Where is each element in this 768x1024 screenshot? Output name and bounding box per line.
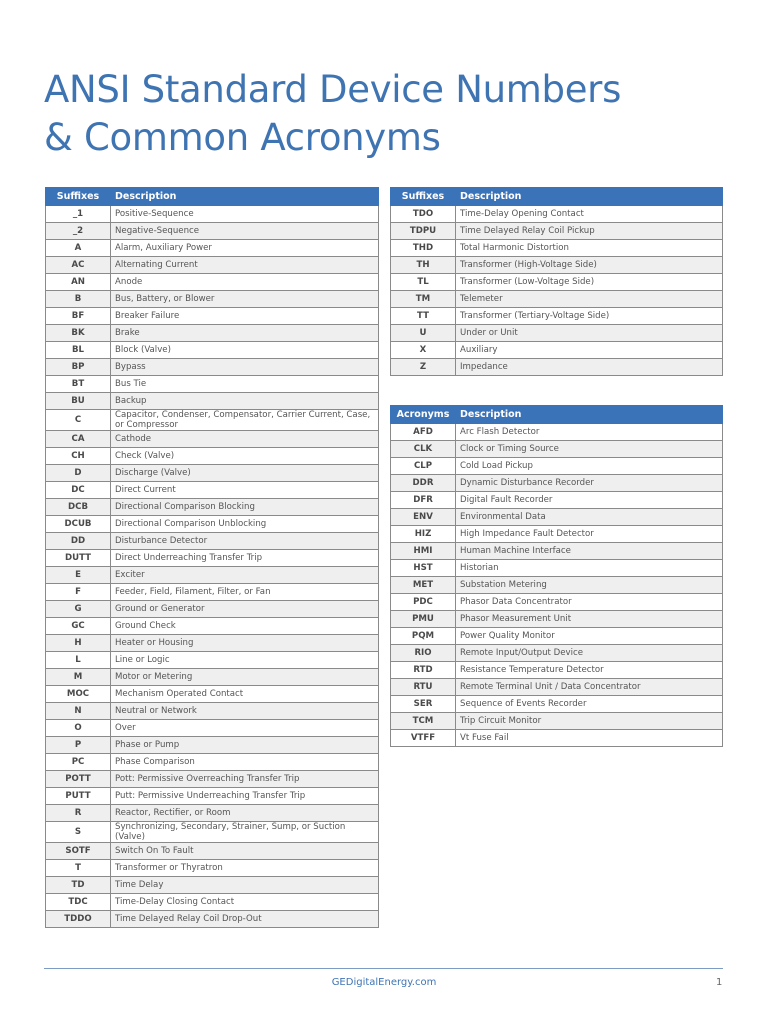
code-cell: F [46, 584, 111, 601]
description-cell: Time-Delay Closing Contact [111, 894, 379, 911]
description-cell: Direct Current [111, 482, 379, 499]
table-row [391, 611, 723, 628]
header-acronyms: Acronyms [391, 406, 456, 424]
description-cell: Negative-Sequence [111, 223, 379, 240]
page-title [44, 66, 621, 162]
code-cell: RTD [391, 662, 456, 679]
table-row [46, 410, 379, 431]
code-cell: TDDO [46, 911, 111, 928]
table-row [46, 274, 379, 291]
description-cell: Neutral or Network [111, 703, 379, 720]
code-cell: DC [46, 482, 111, 499]
code-cell: DD [46, 533, 111, 550]
table-row [46, 822, 379, 843]
table-row [46, 376, 379, 393]
description-cell: Backup [111, 393, 379, 410]
header-description: Description [456, 406, 723, 424]
table-row [391, 628, 723, 645]
table-row [391, 342, 723, 359]
code-cell: N [46, 703, 111, 720]
table-row [46, 601, 379, 618]
table-row [46, 431, 379, 448]
description-cell: Impedance [456, 359, 723, 376]
table-row [391, 308, 723, 325]
code-cell: TDC [46, 894, 111, 911]
description-cell: Positive-Sequence [111, 206, 379, 223]
table-row [46, 652, 379, 669]
description-cell: Environmental Data [456, 509, 723, 526]
description-cell: Heater or Housing [111, 635, 379, 652]
description-cell: Transformer (Tertiary-Voltage Side) [456, 308, 723, 325]
table-row [46, 533, 379, 550]
code-cell: TDPU [391, 223, 456, 240]
acronyms-table [390, 405, 723, 747]
table-row [391, 696, 723, 713]
code-cell: SER [391, 696, 456, 713]
code-cell: MOC [46, 686, 111, 703]
table-row [46, 499, 379, 516]
code-cell: RIO [391, 645, 456, 662]
description-cell: Directional Comparison Unblocking [111, 516, 379, 533]
code-cell: TT [391, 308, 456, 325]
code-cell: BU [46, 393, 111, 410]
code-cell: AC [46, 257, 111, 274]
description-cell: Trip Circuit Monitor [456, 713, 723, 730]
description-cell: Breaker Failure [111, 308, 379, 325]
table-row [46, 393, 379, 410]
description-cell: Resistance Temperature Detector [456, 662, 723, 679]
description-cell: Discharge (Valve) [111, 465, 379, 482]
suffixes-table-2 [390, 187, 723, 376]
table-row [391, 475, 723, 492]
description-cell: Over [111, 720, 379, 737]
table-row [391, 730, 723, 747]
code-cell: L [46, 652, 111, 669]
table-row [391, 509, 723, 526]
code-cell: T [46, 860, 111, 877]
description-cell: Pott: Permissive Overreaching Transfer Trip [111, 771, 379, 788]
description-cell: Substation Metering [456, 577, 723, 594]
table-row [46, 635, 379, 652]
description-cell: Auxiliary [456, 342, 723, 359]
table-row [46, 877, 379, 894]
description-cell: Direct Underreaching Transfer Trip [111, 550, 379, 567]
footer-website-link[interactable]: GEDigitalEnergy.com [331, 977, 437, 988]
code-cell: AFD [391, 424, 456, 441]
code-cell: TD [46, 877, 111, 894]
code-cell: Z [391, 359, 456, 376]
code-cell: AN [46, 274, 111, 291]
header-suffixes: Suffixes [46, 188, 111, 206]
description-cell: Putt: Permissive Underreaching Transfer Trip [111, 788, 379, 805]
code-cell: MET [391, 577, 456, 594]
description-cell: Remote Input/Output Device [456, 645, 723, 662]
suffixes-table-1 [45, 187, 379, 928]
table-row [46, 567, 379, 584]
description-cell: Phase or Pump [111, 737, 379, 754]
description-cell: Dynamic Disturbance Recorder [456, 475, 723, 492]
code-cell: THD [391, 240, 456, 257]
table-row [391, 257, 723, 274]
code-cell: X [391, 342, 456, 359]
description-cell: Telemeter [456, 291, 723, 308]
description-cell: Directional Comparison Blocking [111, 499, 379, 516]
table-row [391, 492, 723, 509]
code-cell: BT [46, 376, 111, 393]
table-row [46, 342, 379, 359]
description-cell: Phasor Measurement Unit [456, 611, 723, 628]
code-cell: TH [391, 257, 456, 274]
description-cell: Anode [111, 274, 379, 291]
code-cell: RTU [391, 679, 456, 696]
table-row [391, 543, 723, 560]
footer-divider [44, 968, 723, 969]
description-cell: Digital Fault Recorder [456, 492, 723, 509]
description-cell: Arc Flash Detector [456, 424, 723, 441]
title-line-2: & Common Acronyms [44, 116, 441, 159]
table-row [46, 584, 379, 601]
description-cell: Switch On To Fault [111, 843, 379, 860]
code-cell: PUTT [46, 788, 111, 805]
code-cell: TCM [391, 713, 456, 730]
code-cell: DUTT [46, 550, 111, 567]
table-header-row [391, 188, 723, 206]
code-cell: DDR [391, 475, 456, 492]
table-row [391, 526, 723, 543]
table-row [46, 860, 379, 877]
description-cell: Phase Comparison [111, 754, 379, 771]
description-cell: Alternating Current [111, 257, 379, 274]
description-cell: Cold Load Pickup [456, 458, 723, 475]
table-row [391, 458, 723, 475]
description-cell: Time Delayed Relay Coil Drop-Out [111, 911, 379, 928]
code-cell: _1 [46, 206, 111, 223]
description-cell: Under or Unit [456, 325, 723, 342]
table-row [46, 325, 379, 342]
table-row [391, 359, 723, 376]
header-suffixes: Suffixes [391, 188, 456, 206]
description-cell: Check (Valve) [111, 448, 379, 465]
table-row [46, 359, 379, 376]
description-cell: Clock or Timing Source [456, 441, 723, 458]
table-row [391, 594, 723, 611]
code-cell: CLK [391, 441, 456, 458]
description-cell: Disturbance Detector [111, 533, 379, 550]
description-cell: High Impedance Fault Detector [456, 526, 723, 543]
code-cell: CH [46, 448, 111, 465]
table-header-row [46, 188, 379, 206]
description-cell: Historian [456, 560, 723, 577]
code-cell: PC [46, 754, 111, 771]
description-cell: Power Quality Monitor [456, 628, 723, 645]
table-row [391, 291, 723, 308]
code-cell: DCUB [46, 516, 111, 533]
header-description: Description [111, 188, 379, 206]
code-cell: GC [46, 618, 111, 635]
description-cell: Bus Tie [111, 376, 379, 393]
description-cell: Vt Fuse Fail [456, 730, 723, 747]
description-cell: Capacitor, Condenser, Compensator, Carrier Current, Case, or Compressor [111, 410, 379, 431]
code-cell: BK [46, 325, 111, 342]
code-cell: B [46, 291, 111, 308]
table-row [391, 206, 723, 223]
code-cell: BF [46, 308, 111, 325]
description-cell: Brake [111, 325, 379, 342]
code-cell: BL [46, 342, 111, 359]
code-cell: PQM [391, 628, 456, 645]
table-row [391, 645, 723, 662]
table-row [46, 771, 379, 788]
table-row [391, 424, 723, 441]
code-cell: R [46, 805, 111, 822]
table-row [46, 805, 379, 822]
table-row [46, 894, 379, 911]
code-cell: VTFF [391, 730, 456, 747]
table-row [391, 713, 723, 730]
description-cell: Synchronizing, Secondary, Strainer, Sump, or Suction (Valve) [111, 822, 379, 843]
code-cell: BP [46, 359, 111, 376]
table-row [46, 448, 379, 465]
code-cell: S [46, 822, 111, 843]
description-cell: Alarm, Auxiliary Power [111, 240, 379, 257]
table-row [46, 669, 379, 686]
table-row [46, 223, 379, 240]
code-cell: U [391, 325, 456, 342]
code-cell: M [46, 669, 111, 686]
table-row [46, 206, 379, 223]
description-cell: Cathode [111, 431, 379, 448]
code-cell: HMI [391, 543, 456, 560]
table-row [391, 274, 723, 291]
code-cell: SOTF [46, 843, 111, 860]
table-row [46, 482, 379, 499]
description-cell: Time Delay [111, 877, 379, 894]
table-row [46, 291, 379, 308]
description-cell: Line or Logic [111, 652, 379, 669]
description-cell: Remote Terminal Unit / Data Concentrator [456, 679, 723, 696]
table-row [391, 325, 723, 342]
code-cell: DFR [391, 492, 456, 509]
code-cell: ENV [391, 509, 456, 526]
table-row [46, 550, 379, 567]
description-cell: Human Machine Interface [456, 543, 723, 560]
description-cell: Total Harmonic Distortion [456, 240, 723, 257]
description-cell: Block (Valve) [111, 342, 379, 359]
description-cell: Exciter [111, 567, 379, 584]
code-cell: A [46, 240, 111, 257]
description-cell: Transformer or Thyratron [111, 860, 379, 877]
table-row [391, 441, 723, 458]
table-row [391, 560, 723, 577]
table-row [46, 737, 379, 754]
code-cell: HST [391, 560, 456, 577]
table-row [46, 686, 379, 703]
table-row [46, 465, 379, 482]
table-row [46, 703, 379, 720]
description-cell: Time-Delay Opening Contact [456, 206, 723, 223]
table-row [391, 240, 723, 257]
table-row [391, 577, 723, 594]
table-row [46, 308, 379, 325]
table-row [46, 788, 379, 805]
code-cell: DCB [46, 499, 111, 516]
code-cell: PDC [391, 594, 456, 611]
header-description: Description [456, 188, 723, 206]
table-row [46, 720, 379, 737]
description-cell: Transformer (Low-Voltage Side) [456, 274, 723, 291]
table-row [391, 223, 723, 240]
description-cell: Ground or Generator [111, 601, 379, 618]
code-cell: PMU [391, 611, 456, 628]
description-cell: Feeder, Field, Filament, Filter, or Fan [111, 584, 379, 601]
code-cell: H [46, 635, 111, 652]
page-number: 1 [716, 977, 723, 988]
code-cell: CA [46, 431, 111, 448]
code-cell: E [46, 567, 111, 584]
title-line-1: ANSI Standard Device Numbers [44, 68, 622, 111]
description-cell: Sequence of Events Recorder [456, 696, 723, 713]
description-cell: Reactor, Rectifier, or Room [111, 805, 379, 822]
code-cell: TL [391, 274, 456, 291]
description-cell: Transformer (High-Voltage Side) [456, 257, 723, 274]
description-cell: Motor or Metering [111, 669, 379, 686]
description-cell: Mechanism Operated Contact [111, 686, 379, 703]
description-cell: Bus, Battery, or Blower [111, 291, 379, 308]
code-cell: C [46, 410, 111, 431]
code-cell: D [46, 465, 111, 482]
table-row [391, 679, 723, 696]
table-row [46, 754, 379, 771]
table-row [46, 843, 379, 860]
table-header-row [391, 406, 723, 424]
table-row [46, 911, 379, 928]
code-cell: P [46, 737, 111, 754]
description-cell: Bypass [111, 359, 379, 376]
table-row [46, 516, 379, 533]
description-cell: Phasor Data Concentrator [456, 594, 723, 611]
code-cell: G [46, 601, 111, 618]
table-row [46, 618, 379, 635]
code-cell: HIZ [391, 526, 456, 543]
code-cell: CLP [391, 458, 456, 475]
table-row [46, 240, 379, 257]
code-cell: TM [391, 291, 456, 308]
table-row [46, 257, 379, 274]
code-cell: TDO [391, 206, 456, 223]
code-cell: POTT [46, 771, 111, 788]
code-cell: O [46, 720, 111, 737]
description-cell: Time Delayed Relay Coil Pickup [456, 223, 723, 240]
description-cell: Ground Check [111, 618, 379, 635]
table-row [391, 662, 723, 679]
code-cell: _2 [46, 223, 111, 240]
